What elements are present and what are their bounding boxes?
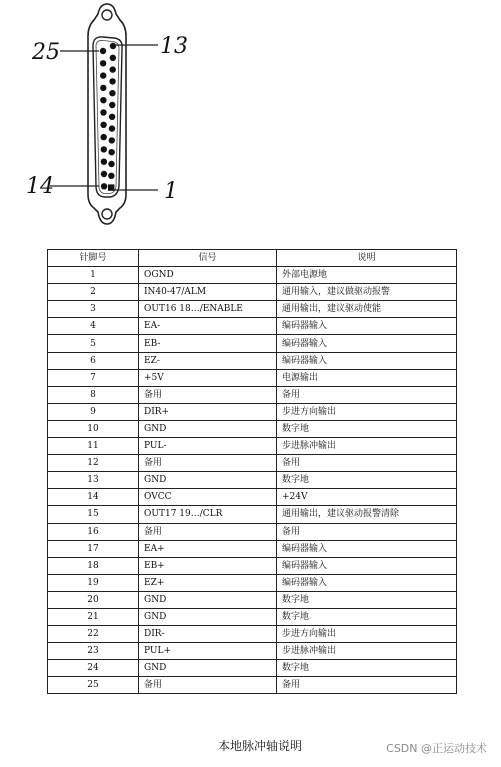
pin-dot xyxy=(109,102,115,108)
cell-description: 编码器输入 xyxy=(277,335,457,352)
pin-dot xyxy=(109,78,115,84)
cell-description: 通用输出，建议驱动报警清除 xyxy=(277,506,457,523)
cell-signal: OGND xyxy=(139,267,277,284)
pin-dot xyxy=(101,146,107,152)
pin-dot xyxy=(109,137,115,143)
pin-label-13: 13 xyxy=(160,34,188,59)
cell-pin: 19 xyxy=(48,574,139,591)
cell-signal: EB+ xyxy=(139,557,277,574)
table-row xyxy=(48,301,457,318)
cell-description: 编码器输入 xyxy=(277,352,457,369)
cell-pin: 13 xyxy=(48,472,139,489)
cell-signal: OUT16 18…/ENABLE xyxy=(139,301,277,318)
cell-pin: 18 xyxy=(48,557,139,574)
pin-dot xyxy=(100,72,106,78)
table-row xyxy=(48,506,457,523)
cell-pin: 14 xyxy=(48,489,139,506)
cell-signal: GND xyxy=(139,660,277,677)
cell-description: 通用输出，建议驱动使能 xyxy=(277,301,457,318)
cell-description: 备用 xyxy=(277,386,457,403)
cell-pin: 9 xyxy=(48,403,139,420)
cell-pin: 20 xyxy=(48,591,139,608)
table-header-row xyxy=(48,250,457,267)
cell-pin: 4 xyxy=(48,318,139,335)
cell-signal: IN40-47/ALM xyxy=(139,284,277,301)
table-row xyxy=(48,369,457,386)
table-row xyxy=(48,455,457,472)
cell-signal: PUL+ xyxy=(139,643,277,660)
header-description: 说明 xyxy=(277,250,457,267)
cell-pin: 17 xyxy=(48,540,139,557)
pin-dot xyxy=(100,122,106,128)
table-row xyxy=(48,352,457,369)
table-row xyxy=(48,540,457,557)
pin-dot xyxy=(110,43,116,49)
mounting-hole-bottom xyxy=(102,209,112,219)
cell-description: 备用 xyxy=(277,677,457,694)
pin-dot xyxy=(108,149,114,155)
cell-description: 编码器输入 xyxy=(277,574,457,591)
cell-signal: EZ- xyxy=(139,352,277,369)
cell-description: 外部电源地 xyxy=(277,267,457,284)
cell-description: 数字地 xyxy=(277,660,457,677)
cell-pin: 25 xyxy=(48,677,139,694)
table-row xyxy=(48,574,457,591)
pin-label-25: 25 xyxy=(32,40,60,65)
pin-dot xyxy=(109,114,115,120)
cell-description: 步进脉冲输出 xyxy=(277,643,457,660)
cell-signal: 备用 xyxy=(139,386,277,403)
cell-description: 数字地 xyxy=(277,608,457,625)
cell-signal: GND xyxy=(139,472,277,489)
table-row xyxy=(48,420,457,437)
cell-description: 数字地 xyxy=(277,472,457,489)
table-row xyxy=(48,626,457,643)
cell-signal: 备用 xyxy=(139,455,277,472)
cell-signal: OVCC xyxy=(139,489,277,506)
cell-description: 编码器输入 xyxy=(277,318,457,335)
header-pin: 针脚号 xyxy=(48,250,139,267)
cell-description: 步进方向输出 xyxy=(277,626,457,643)
table-row xyxy=(48,284,457,301)
cell-signal: DIR- xyxy=(139,626,277,643)
figure-caption: 本地脉冲轴说明 xyxy=(217,739,302,753)
cell-pin: 8 xyxy=(48,386,139,403)
pin-label-1: 1 xyxy=(164,179,178,204)
cell-pin: 23 xyxy=(48,643,139,660)
cell-description: 数字地 xyxy=(277,591,457,608)
cell-description: 通用输入，建议做驱动报警 xyxy=(277,284,457,301)
cell-description: 步进方向输出 xyxy=(277,403,457,420)
cell-pin: 22 xyxy=(48,626,139,643)
pin-dot xyxy=(101,134,107,140)
cell-description: +24V xyxy=(277,489,457,506)
cell-pin: 16 xyxy=(48,523,139,540)
table-row xyxy=(48,643,457,660)
cell-signal: EZ+ xyxy=(139,574,277,591)
cell-pin: 11 xyxy=(48,438,139,455)
cell-signal: 备用 xyxy=(139,523,277,540)
cell-pin: 21 xyxy=(48,608,139,625)
table-row xyxy=(48,267,457,284)
pin-dot xyxy=(108,173,114,179)
pin-table xyxy=(47,249,457,694)
table-row xyxy=(48,591,457,608)
cell-signal: EB- xyxy=(139,335,277,352)
cell-pin: 24 xyxy=(48,660,139,677)
cell-signal: EA- xyxy=(139,318,277,335)
cell-description: 电源输出 xyxy=(277,369,457,386)
cell-signal: +5V xyxy=(139,369,277,386)
pin-dot xyxy=(110,66,116,72)
table-row xyxy=(48,660,457,677)
pin-dot xyxy=(100,48,106,54)
cell-pin: 7 xyxy=(48,369,139,386)
pin-dot xyxy=(100,85,106,91)
mounting-hole-top xyxy=(102,10,112,20)
cell-description: 备用 xyxy=(277,455,457,472)
cell-pin: 1 xyxy=(48,267,139,284)
table-row xyxy=(48,386,457,403)
cell-signal: EA+ xyxy=(139,540,277,557)
pin-label-14: 14 xyxy=(26,174,54,199)
table-row xyxy=(48,403,457,420)
cell-signal: GND xyxy=(139,608,277,625)
watermark: CSDN @正运动技术 xyxy=(386,742,487,755)
cell-description: 编码器输入 xyxy=(277,557,457,574)
pin-dot xyxy=(110,55,116,61)
cell-description: 备用 xyxy=(277,523,457,540)
db25-connector-diagram xyxy=(0,0,501,235)
pin-dot xyxy=(100,97,106,103)
pin-dot xyxy=(101,183,107,189)
cell-signal: 备用 xyxy=(139,677,277,694)
cell-pin: 3 xyxy=(48,301,139,318)
table-row xyxy=(48,335,457,352)
table-row xyxy=(48,677,457,694)
cell-pin: 10 xyxy=(48,420,139,437)
cell-pin: 5 xyxy=(48,335,139,352)
cell-signal: OUT17 19…/CLR xyxy=(139,506,277,523)
table-row xyxy=(48,608,457,625)
pin-dot xyxy=(101,159,107,165)
cell-signal: PUL- xyxy=(139,438,277,455)
table-row xyxy=(48,557,457,574)
pin-dot xyxy=(100,60,106,66)
pin-dot xyxy=(108,161,114,167)
header-signal: 信号 xyxy=(139,250,277,267)
cell-pin: 2 xyxy=(48,284,139,301)
table-row xyxy=(48,523,457,540)
pin-dot xyxy=(109,90,115,96)
cell-signal: GND xyxy=(139,420,277,437)
cell-pin: 12 xyxy=(48,455,139,472)
cell-pin: 15 xyxy=(48,506,139,523)
cell-pin: 6 xyxy=(48,352,139,369)
cell-description: 编码器输入 xyxy=(277,540,457,557)
pin-dot xyxy=(101,171,107,177)
table-row xyxy=(48,318,457,335)
cell-signal: GND xyxy=(139,591,277,608)
table-row xyxy=(48,472,457,489)
table-row xyxy=(48,438,457,455)
table-row xyxy=(48,489,457,506)
cell-description: 数字地 xyxy=(277,420,457,437)
pin-dot xyxy=(109,125,115,131)
cell-description: 步进脉冲输出 xyxy=(277,438,457,455)
cell-signal: DIR+ xyxy=(139,403,277,420)
pin-dot xyxy=(100,109,106,115)
